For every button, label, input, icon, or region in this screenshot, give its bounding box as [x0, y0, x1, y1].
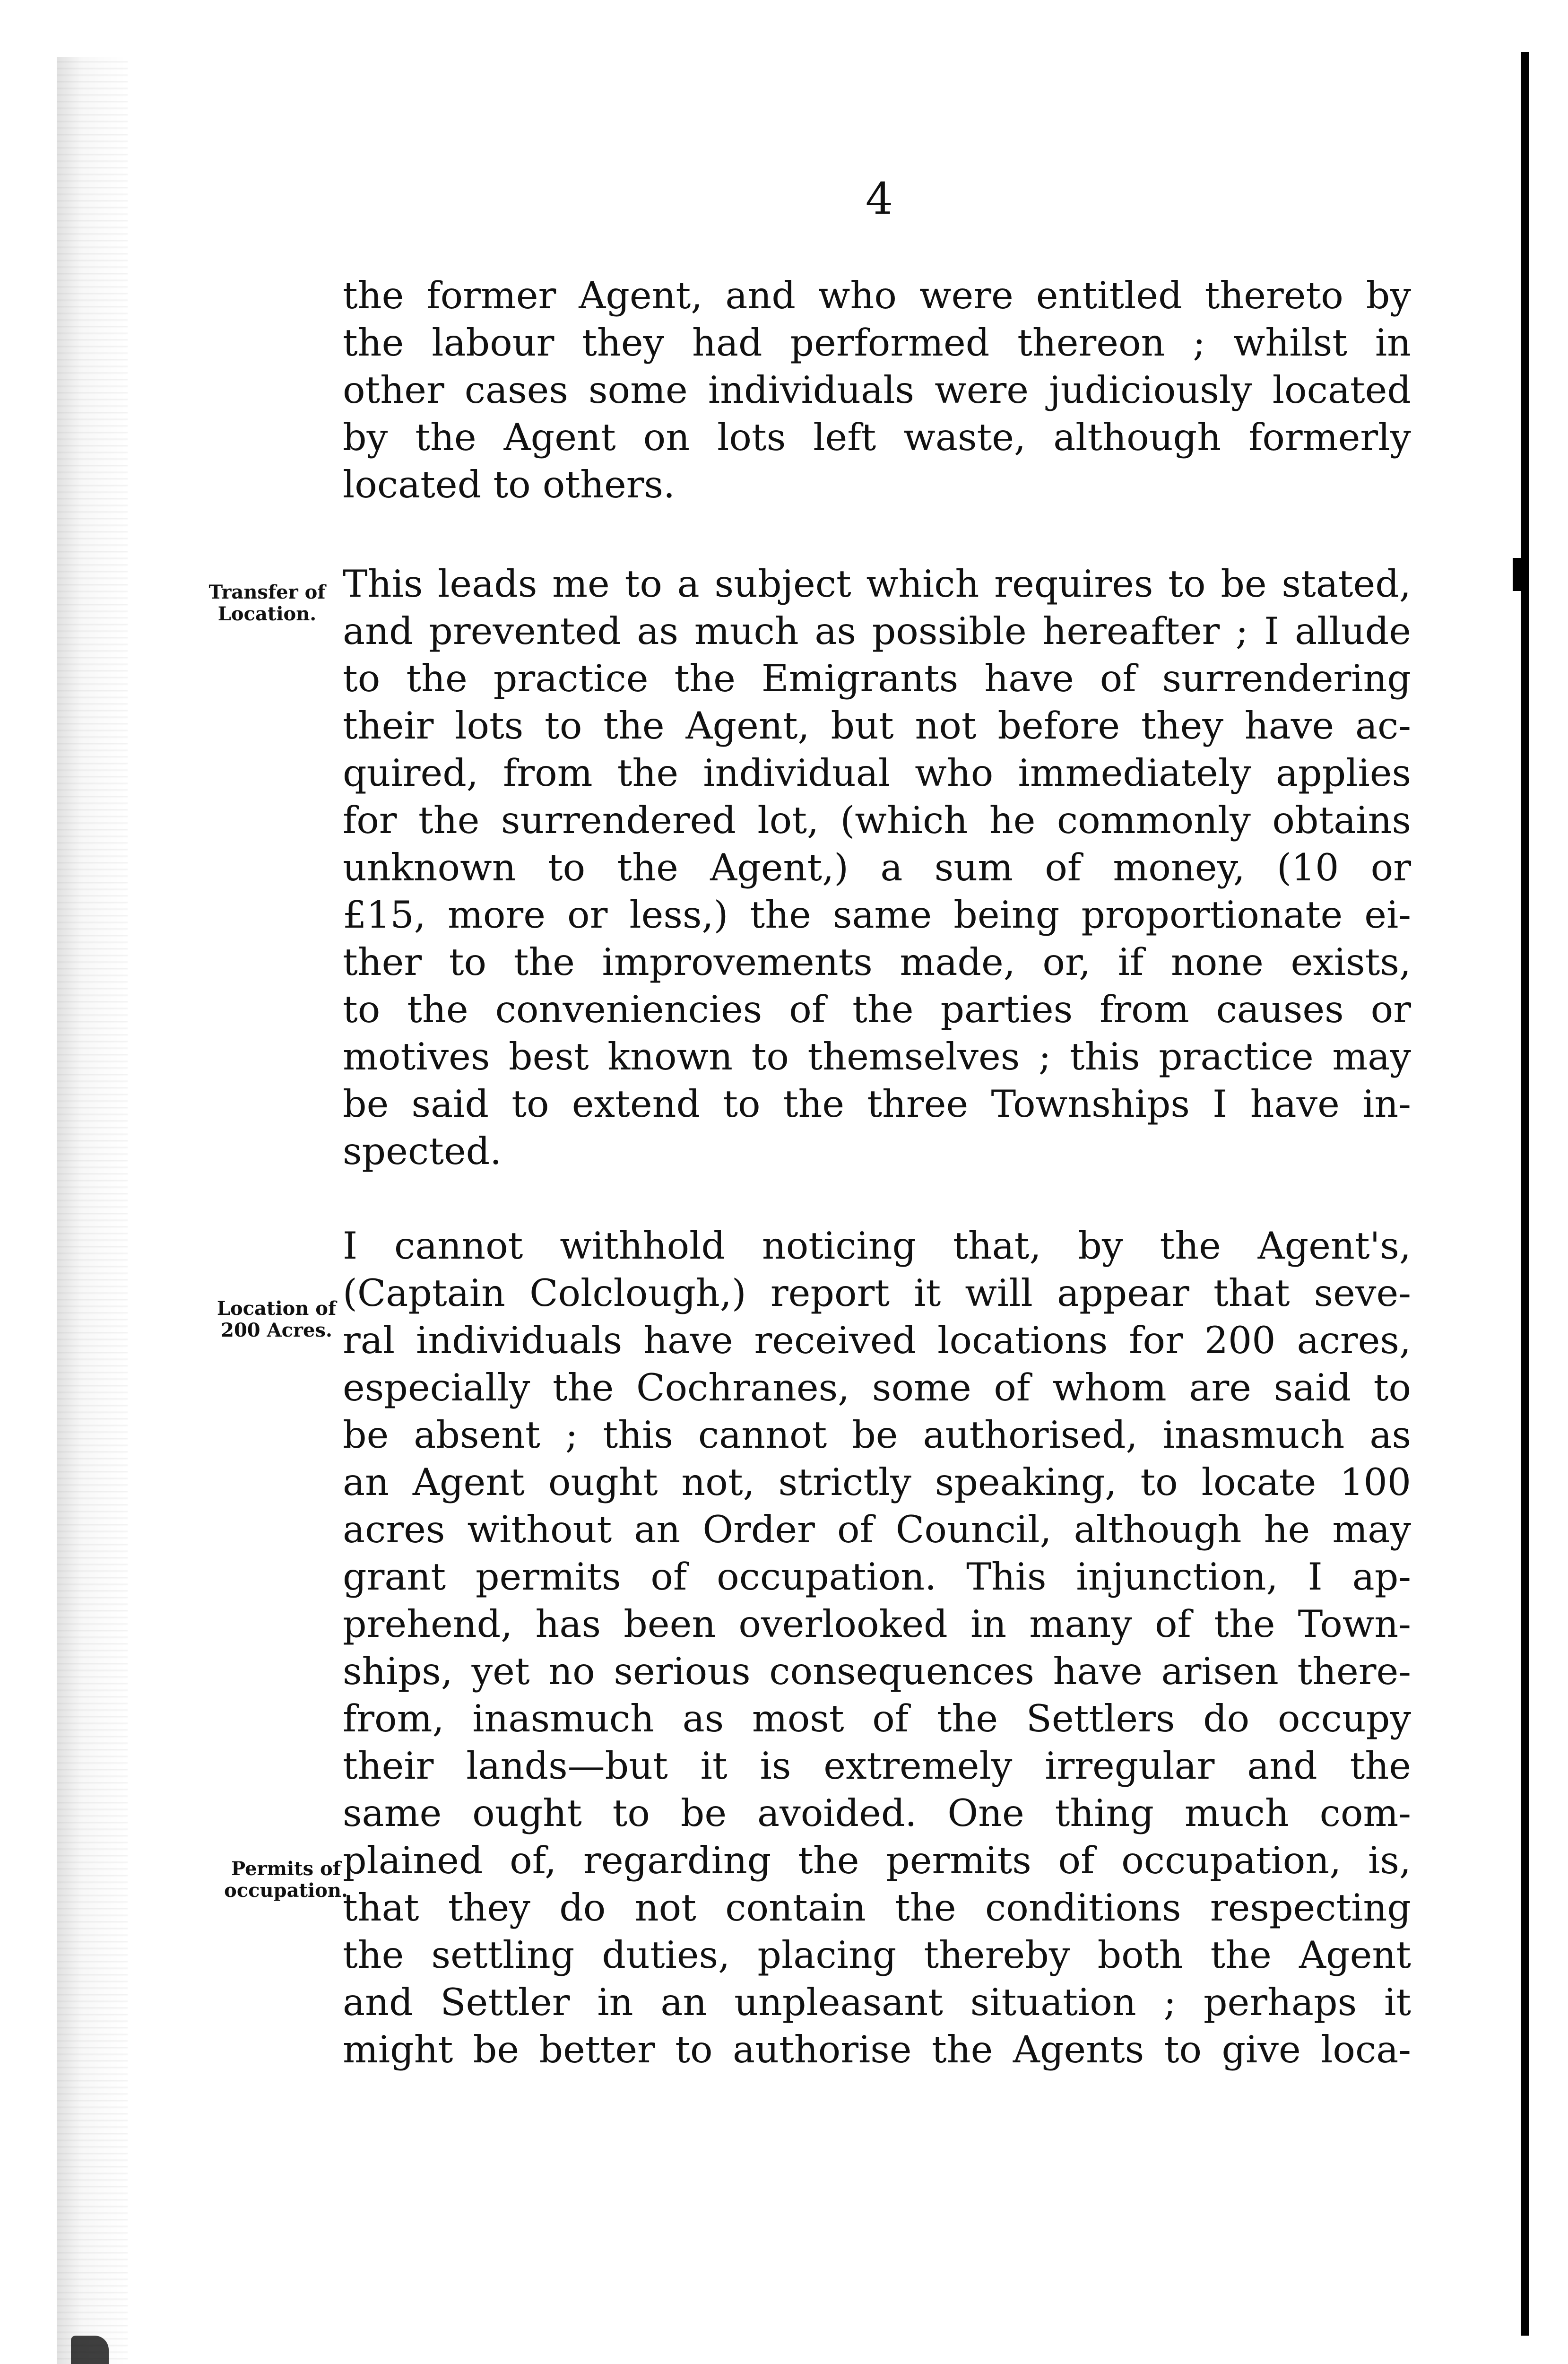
sidenote-line: Permits of	[231, 1858, 341, 1880]
page-number: 4	[865, 174, 893, 224]
text-line: to the conveniencies of the parties from causes or	[343, 988, 1411, 1031]
sidenote-line: 200 Acres.	[221, 1319, 332, 1341]
text-line: be said to extend to the three Townships I have in-	[343, 1082, 1411, 1126]
sidenote-location-of-200-acres	[199, 1298, 355, 1341]
text-line: from, inasmuch as most of the Settlers do occupy	[343, 1697, 1411, 1740]
sidenote-transfer-of-location	[189, 582, 345, 625]
text-line: unknown to the Agent,) a sum of money, (10 or	[343, 846, 1411, 889]
text-line: ships, yet no serious consequences have arisen there-	[343, 1650, 1411, 1693]
binding-ink-blot	[71, 2336, 109, 2364]
text-line: be absent ; this cannot be authorised, inasmuch as	[343, 1413, 1411, 1457]
text-line: quired, from the individual who immediately applies	[343, 751, 1411, 795]
text-line: plained of, regarding the permits of occupation, is,	[343, 1839, 1411, 1882]
text-line: an Agent ought not, strictly speaking, to locate 100	[343, 1460, 1411, 1504]
text-line: £15, more or less,) the same being proportionate ei-	[343, 893, 1411, 937]
text-line: prehend, has been overlooked in many of the Town-	[343, 1602, 1411, 1646]
text-line: located to others.	[343, 463, 676, 506]
paragraph-3	[343, 1222, 1411, 2073]
text-line: and Settler in an unpleasant situation ; perhaps it	[343, 1981, 1411, 2024]
text-line: especially the Cochranes, some of whom are said to	[343, 1366, 1411, 1409]
text-line: motives best known to themselves ; this practice may	[343, 1035, 1411, 1078]
text-line: the labour they had performed thereon ; whilst in	[343, 321, 1411, 365]
sidenote-line: Location of	[217, 1297, 337, 1320]
text-line: other cases some individuals were judiciously located	[343, 368, 1411, 412]
text-line: the former Agent, and who were entitled thereto by	[343, 274, 1411, 317]
text-line: to the practice the Emigrants have of surrendering	[343, 657, 1411, 700]
text-line: the settling duties, placing thereby both the Agent	[343, 1933, 1411, 1977]
text-line: grant permits of occupation. This injunction, I ap-	[343, 1555, 1411, 1599]
text-line: (Captain Colclough,) report it will appear that seve-	[343, 1271, 1411, 1315]
text-line: ral individuals have received locations for 200 acres,	[343, 1319, 1411, 1362]
text-line: and prevented as much as possible hereafter ; I allude	[343, 609, 1411, 653]
text-line: spected.	[343, 1130, 502, 1173]
sidenote-line: Transfer of	[208, 581, 326, 603]
right-edge-rule-notch	[1513, 558, 1529, 591]
paragraph-2	[343, 560, 1411, 1175]
paragraph-1	[343, 272, 1411, 508]
text-line: ther to the improvements made, or, if none exists,	[343, 940, 1411, 984]
text-line: their lands—but it is extremely irregular and the	[343, 1744, 1411, 1788]
binding-edge-shadow	[57, 57, 128, 2364]
text-line: I cannot withhold noticing that, by the Agent's,	[343, 1224, 1411, 1268]
sidenote-line: Location.	[217, 603, 317, 625]
text-line: This leads me to a subject which requires to be stated,	[343, 562, 1411, 606]
text-line: for the surrendered lot, (which he commonly obtains	[343, 799, 1411, 842]
text-line: that they do not contain the conditions respecting	[343, 1886, 1411, 1929]
text-line: by the Agent on lots left waste, although formerly	[343, 416, 1411, 459]
right-edge-rule	[1521, 52, 1529, 2336]
text-line: might be better to authorise the Agents to give loca-	[343, 2028, 1411, 2071]
sidenote-permits-of-occupation	[208, 1858, 364, 1902]
text-line: their lots to the Agent, but not before they have ac-	[343, 704, 1411, 747]
text-line: acres without an Order of Council, although he may	[343, 1508, 1411, 1551]
sidenote-line: occupation.	[224, 1879, 348, 1902]
text-line: same ought to be avoided. One thing much com-	[343, 1791, 1411, 1835]
